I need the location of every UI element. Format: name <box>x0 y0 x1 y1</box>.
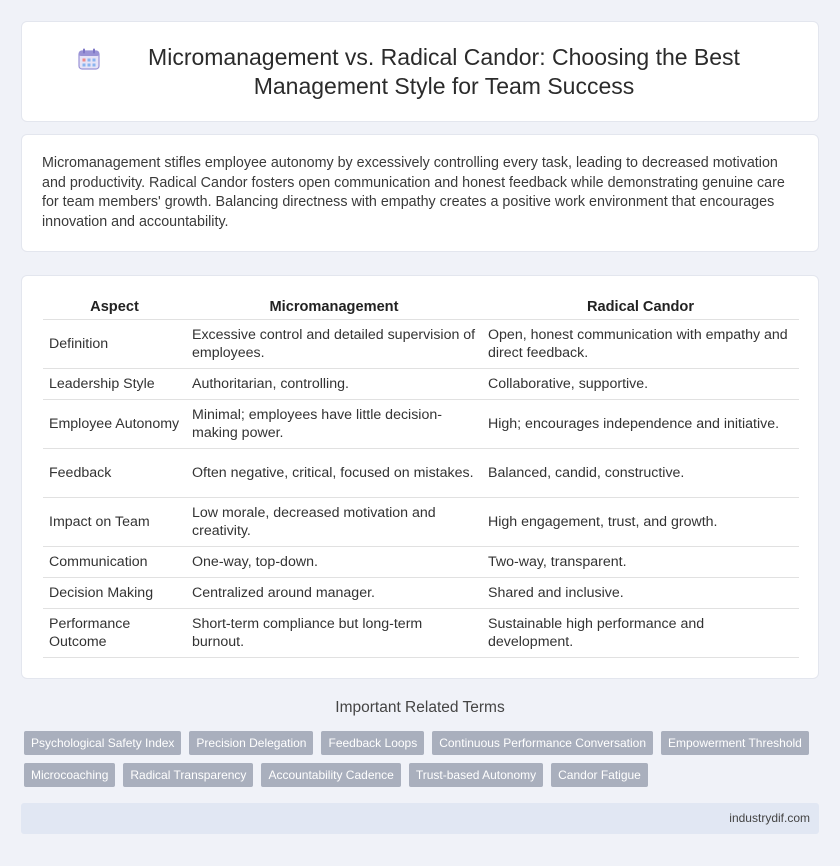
site-link[interactable]: industrydif.com <box>729 811 810 825</box>
intro-card <box>21 134 819 252</box>
table-row <box>43 368 799 399</box>
table-cell: Balanced, candid, constructive. <box>482 448 799 497</box>
table-row <box>43 497 799 546</box>
table-cell: Shared and inclusive. <box>482 577 799 608</box>
table-cell: Leadership Style <box>43 368 186 399</box>
column-header: Aspect <box>43 296 186 319</box>
related-term-tag[interactable]: Psychological Safety Index <box>24 731 181 755</box>
header-card <box>21 21 819 122</box>
related-term-tag[interactable]: Accountability Cadence <box>261 763 400 787</box>
table-cell: Decision Making <box>43 577 186 608</box>
table-cell: One-way, top-down. <box>186 546 482 577</box>
related-term-tag[interactable]: Feedback Loops <box>321 731 424 755</box>
related-terms-list <box>24 731 824 787</box>
related-term-tag[interactable]: Precision Delegation <box>189 731 313 755</box>
table-cell: Excessive control and detailed supervision of employees. <box>186 319 482 368</box>
table-cell: Sustainable high performance and development. <box>482 608 799 657</box>
table-cell: Definition <box>43 319 186 368</box>
table-cell: High engagement, trust, and growth. <box>482 497 799 546</box>
table-cell: Feedback <box>43 448 186 497</box>
related-term-tag[interactable]: Empowerment Threshold <box>661 731 809 755</box>
table-cell: Performance Outcome <box>43 608 186 657</box>
related-term-tag[interactable]: Candor Fatigue <box>551 763 648 787</box>
table-cell: Minimal; employees have little decision-making power. <box>186 399 482 448</box>
table-row <box>43 577 799 608</box>
table-row <box>43 319 799 368</box>
column-header: Micromanagement <box>186 296 482 319</box>
table-cell: Open, honest communication with empathy and direct feedback. <box>482 319 799 368</box>
table-cell: Short-term compliance but long-term burnout. <box>186 608 482 657</box>
table-row <box>43 608 799 657</box>
table-row <box>43 448 799 497</box>
column-header: Radical Candor <box>482 296 799 319</box>
comparison-table <box>43 296 799 658</box>
table-cell: Authoritarian, controlling. <box>186 368 482 399</box>
table-cell: Centralized around manager. <box>186 577 482 608</box>
table-cell: Communication <box>43 546 186 577</box>
table-cell: Impact on Team <box>43 497 186 546</box>
table-row <box>43 546 799 577</box>
table-cell: Two-way, transparent. <box>482 546 799 577</box>
table-cell: Employee Autonomy <box>43 399 186 448</box>
table-cell: Often negative, critical, focused on mistakes. <box>186 448 482 497</box>
intro-paragraph: Micromanagement stifles employee autonomy by excessively controlling every task, leading to decreased motivation and productivity. Radical Candor fosters open communication and honest feedback while demonstrating genuine care for team members' growth. Balancing directness with empathy creates a positive work environment that encourages innovation and accountability. <box>42 155 785 230</box>
related-terms-heading: Important Related Terms <box>335 699 505 716</box>
table-header-row <box>43 296 799 319</box>
related-term-tag[interactable]: Microcoaching <box>24 763 115 787</box>
footer-bar <box>21 803 819 834</box>
related-term-tag[interactable]: Continuous Performance Conversation <box>432 731 653 755</box>
table-cell: Low morale, decreased motivation and creativity. <box>186 497 482 546</box>
related-term-tag[interactable]: Radical Transparency <box>123 763 253 787</box>
page-title: Micromanagement vs. Radical Candor: Choosing the Best Management Style for Team Success <box>148 43 740 99</box>
table-cell: High; encourages independence and initiative. <box>482 399 799 448</box>
comparison-card <box>21 275 819 679</box>
calendar-icon <box>76 46 102 72</box>
related-term-tag[interactable]: Trust-based Autonomy <box>409 763 543 787</box>
table-row <box>43 399 799 448</box>
table-cell: Collaborative, supportive. <box>482 368 799 399</box>
